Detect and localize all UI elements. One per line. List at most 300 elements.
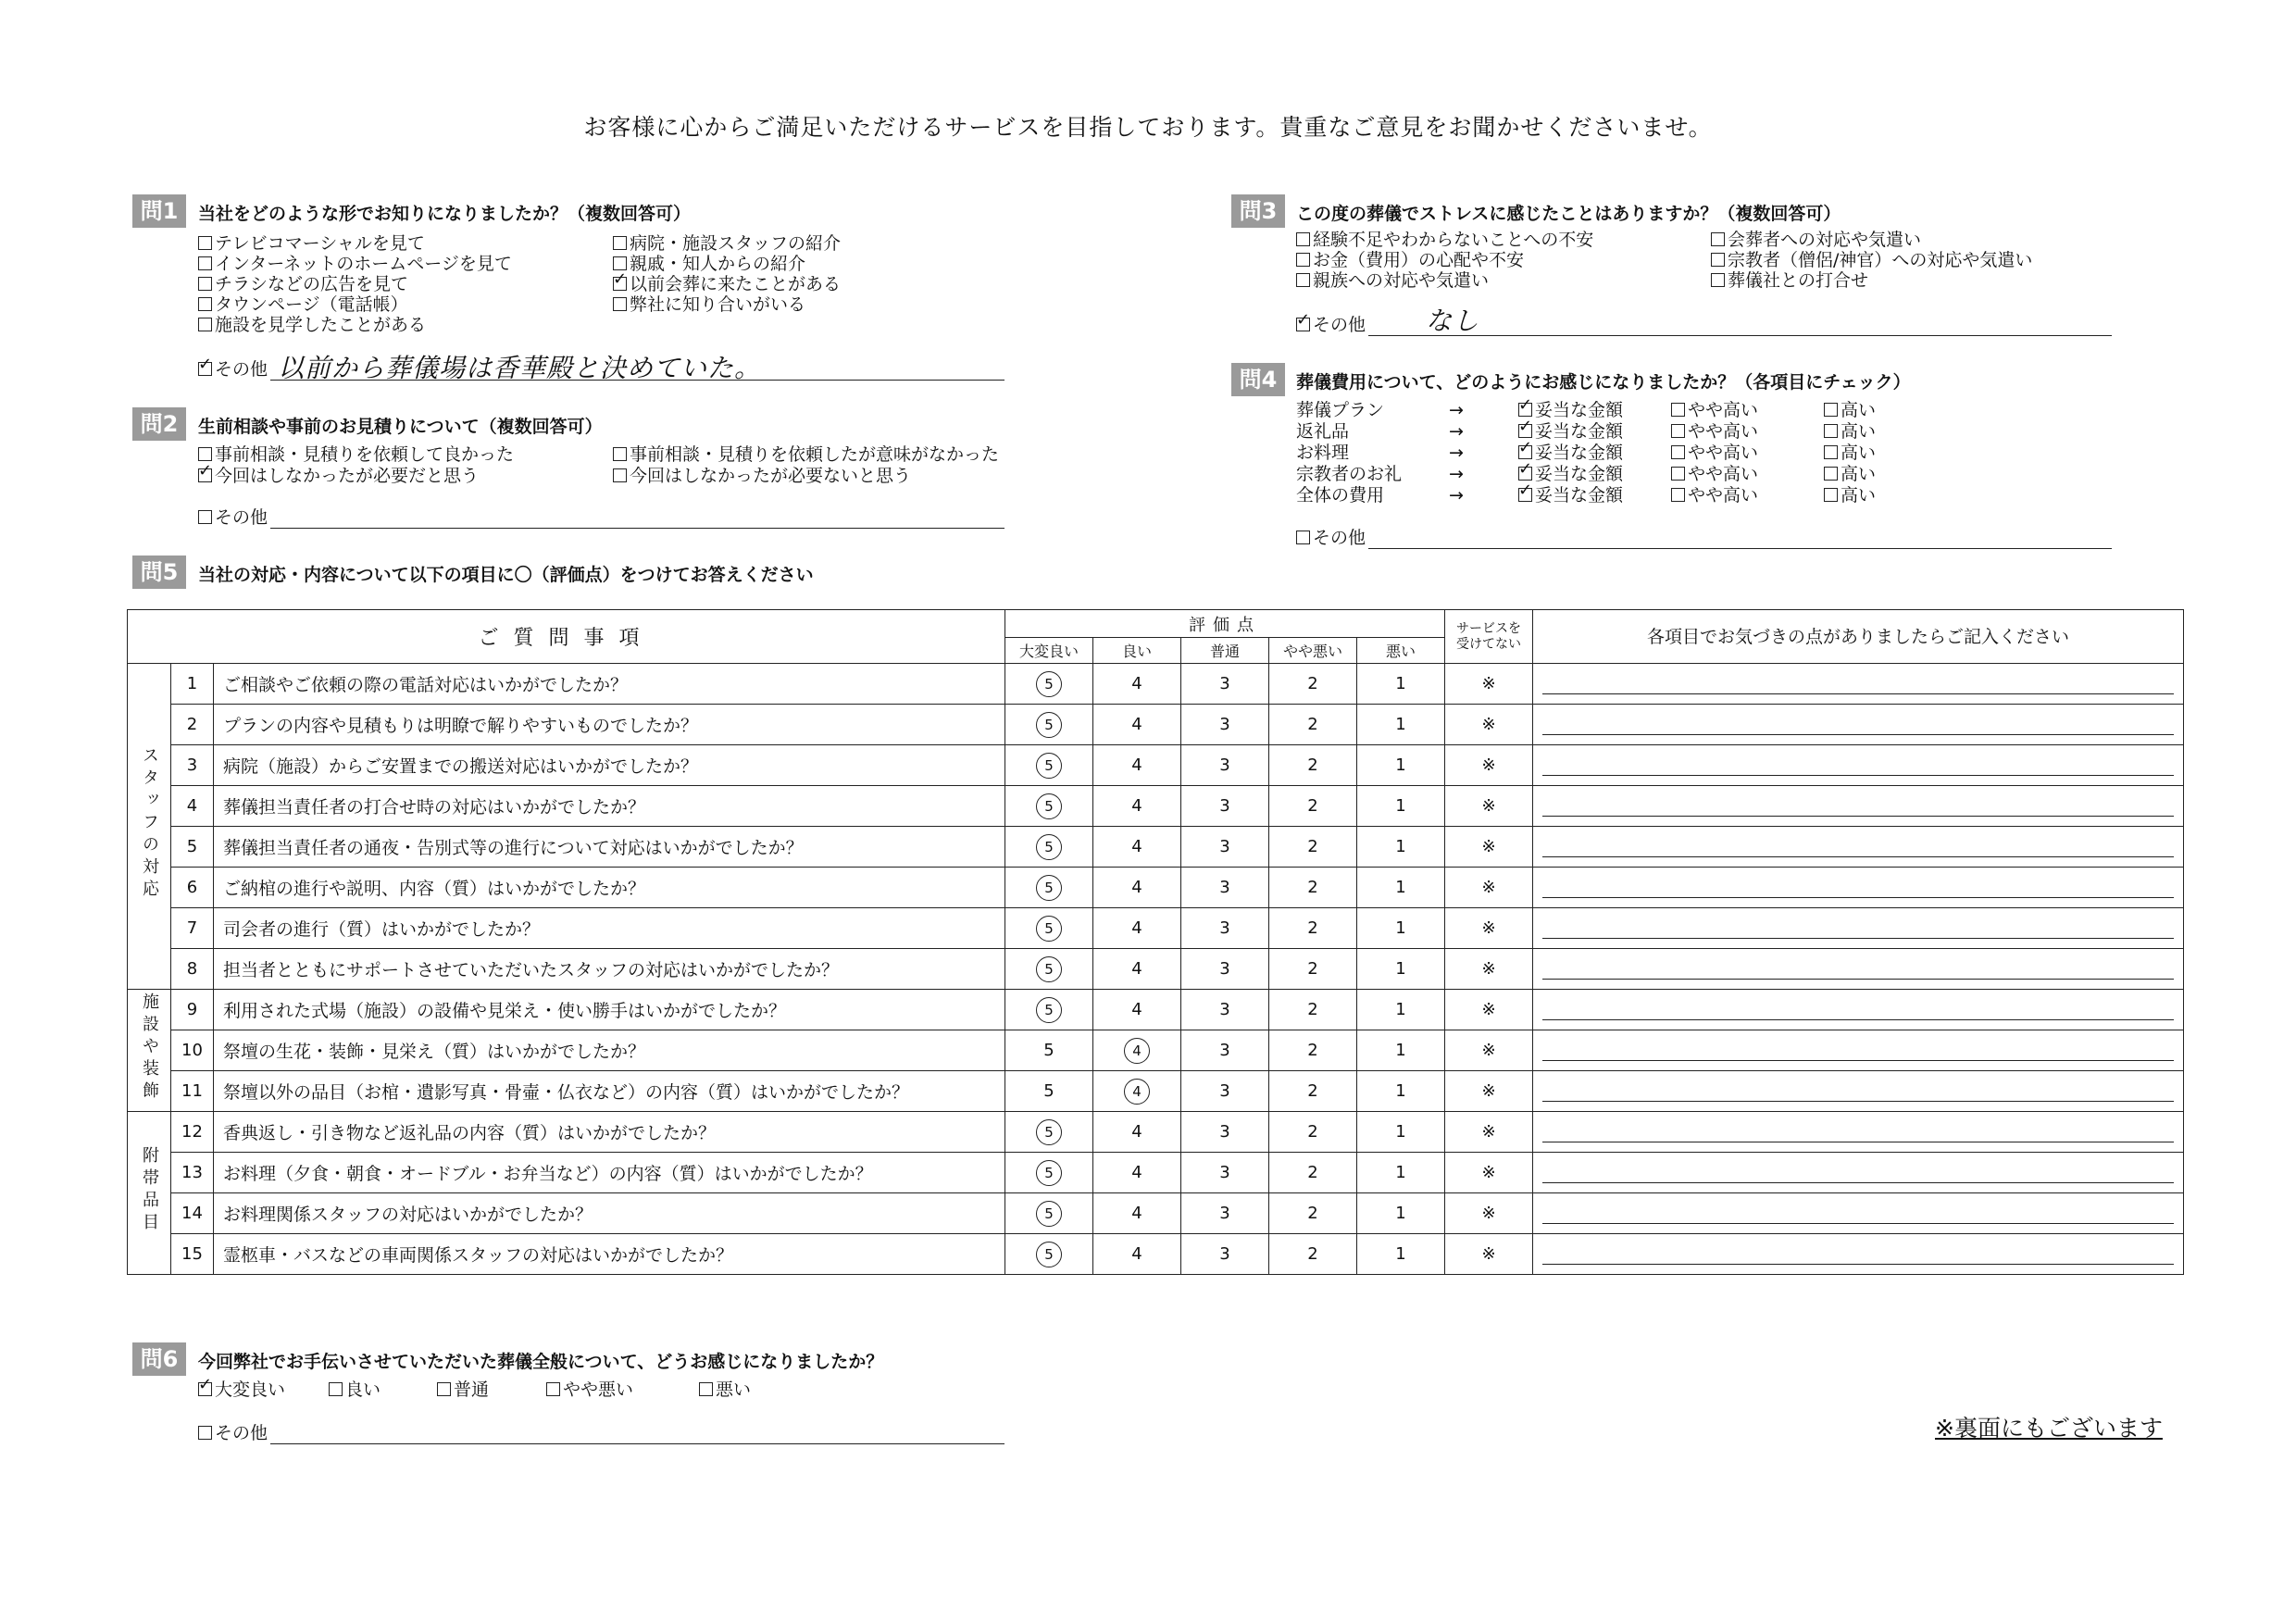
rating-cell-5[interactable] [1005, 664, 1093, 705]
rating-cell-3[interactable] [1181, 786, 1269, 827]
noservice-mark[interactable]: ※ [1445, 1234, 1533, 1275]
selected-rating: 4 [1124, 1038, 1150, 1064]
q4-choice-checkbox[interactable] [1824, 445, 1838, 459]
rating-value: 1 [1395, 1041, 1406, 1060]
rating-cell-3[interactable] [1181, 705, 1269, 745]
noservice-mark[interactable]: ※ [1445, 908, 1533, 949]
comment-cell[interactable] [1533, 949, 2184, 990]
q3-option-b2-label: 宗教者（僧侶/神官）への対応や気遣い [1728, 250, 2033, 270]
q6-tag: 問6 [132, 1342, 186, 1376]
rating-cell-5[interactable] [1005, 949, 1093, 990]
q1-tag: 問1 [132, 194, 186, 228]
q4-choice[interactable] [1824, 421, 1876, 442]
noservice-mark[interactable]: ※ [1445, 868, 1533, 908]
rating-cell-4[interactable] [1093, 949, 1181, 990]
q1-option-b3[interactable] [613, 274, 841, 294]
selected-rating: 5 [1036, 1242, 1062, 1267]
rating-cell-3[interactable] [1181, 1153, 1269, 1193]
q3-option-a2-checkbox[interactable] [1296, 253, 1310, 267]
q1-option-b4-checkbox[interactable] [613, 297, 627, 311]
noservice-mark[interactable]: ※ [1445, 1153, 1533, 1193]
rating-value: 3 [1219, 715, 1230, 734]
noservice-mark[interactable]: ※ [1445, 705, 1533, 745]
rating-cell-1[interactable] [1357, 827, 1445, 868]
q4-choice-label: 高い [1841, 464, 1877, 484]
rating-cell-2[interactable] [1269, 827, 1357, 868]
q4-choice-checkbox[interactable] [1671, 467, 1685, 481]
rating-cell-1[interactable] [1357, 949, 1445, 990]
q2-other-label: その他 [215, 507, 268, 528]
rating-cell-1[interactable] [1357, 1153, 1445, 1193]
q2-option-2-checkbox[interactable] [613, 447, 627, 461]
q4-choice-checkbox[interactable] [1518, 403, 1532, 417]
scale-header-5: 大変良い [1005, 638, 1093, 664]
comment-cell[interactable] [1533, 1234, 2184, 1275]
q1-option-a2[interactable] [198, 254, 512, 274]
q4-choice[interactable] [1824, 400, 1876, 420]
q1-option-b1-label: 病院・施設スタッフの紹介 [630, 233, 842, 254]
q4-arrow: → [1449, 464, 1464, 484]
q1-option-a3-label: チラシなどの広告を見て [215, 274, 409, 294]
rating-cell-1[interactable] [1357, 705, 1445, 745]
noservice-mark[interactable]: ※ [1445, 745, 1533, 786]
rating-value: 1 [1395, 1204, 1406, 1223]
question-number: 15 [171, 1234, 214, 1275]
q2-other[interactable] [198, 507, 268, 528]
rating-cell-3[interactable] [1181, 1234, 1269, 1275]
q4-item-label: 全体の費用 [1296, 485, 1385, 506]
rating-cell-4[interactable] [1093, 827, 1181, 868]
rating-cell-5[interactable] [1005, 1234, 1093, 1275]
q3-option-a2-label: お金（費用）の心配や不安 [1313, 250, 1525, 270]
q4-item-label: 返礼品 [1296, 421, 1350, 442]
q4-choice-label: 妥当な金額 [1535, 464, 1624, 484]
rating-cell-4[interactable] [1093, 745, 1181, 786]
q5-title: 当社の対応・内容について以下の項目に〇（評価点）をつけてお答えください [198, 565, 814, 585]
q6-option-2-label: 良い [345, 1380, 381, 1400]
q6-option-4-checkbox[interactable] [546, 1382, 560, 1396]
q3-other[interactable] [1296, 315, 1366, 335]
rating-cell-5[interactable] [1005, 990, 1093, 1030]
comment-line [1542, 1121, 2174, 1142]
rating-value: 1 [1395, 918, 1406, 938]
q1-option-a1-checkbox[interactable] [198, 236, 212, 250]
q6-option-5-label: 悪い [716, 1380, 752, 1400]
table-row [128, 990, 2184, 1030]
q4-choice-label: やや高い [1688, 421, 1759, 442]
noservice-mark[interactable]: ※ [1445, 949, 1533, 990]
rating-cell-2[interactable] [1269, 1234, 1357, 1275]
q1-other[interactable] [198, 359, 268, 380]
q6-option-1[interactable] [198, 1380, 285, 1400]
q4-choice[interactable] [1824, 443, 1876, 463]
question-number: 12 [171, 1112, 214, 1153]
q4-choice-checkbox[interactable] [1824, 467, 1838, 481]
rating-cell-2[interactable] [1269, 1153, 1357, 1193]
question-number: 6 [171, 868, 214, 908]
comment-cell[interactable] [1533, 1071, 2184, 1112]
q3-option-a3[interactable] [1296, 270, 1489, 291]
q6-option-2[interactable] [329, 1380, 381, 1400]
rating-cell-1[interactable] [1357, 1071, 1445, 1112]
selected-rating: 4 [1124, 1079, 1150, 1105]
noservice-mark[interactable]: ※ [1445, 1071, 1533, 1112]
q4-choice-label: やや高い [1688, 464, 1759, 484]
rating-value: 3 [1219, 674, 1230, 693]
q4-other-checkbox[interactable] [1296, 531, 1310, 544]
rating-cell-2[interactable] [1269, 745, 1357, 786]
q6-option-3[interactable] [437, 1380, 489, 1400]
comment-cell[interactable] [1533, 827, 2184, 868]
rating-cell-2[interactable] [1269, 1193, 1357, 1234]
noservice-mark[interactable]: ※ [1445, 1112, 1533, 1153]
selected-rating: 5 [1036, 793, 1062, 819]
rating-value: 2 [1307, 1122, 1318, 1142]
q3-option-b2-checkbox[interactable] [1711, 253, 1725, 267]
q3-option-b2[interactable] [1711, 250, 2032, 270]
rating-cell-4[interactable] [1093, 1071, 1181, 1112]
rating-cell-3[interactable] [1181, 827, 1269, 868]
question-number: 7 [171, 908, 214, 949]
rating-value: 3 [1219, 1000, 1230, 1019]
category-label: 附帯品目 [140, 1146, 159, 1235]
rating-cell-4[interactable] [1093, 990, 1181, 1030]
rating-value: 4 [1131, 1204, 1142, 1223]
q3-title: この度の葬儀でストレスに感じたことはありますか？（複数回答可） [1296, 204, 1841, 224]
q4-choice-checkbox[interactable] [1824, 488, 1838, 502]
question-number: 13 [171, 1153, 214, 1193]
q2-option-3-label: 今回はしなかったが必要だと思う [215, 466, 480, 486]
q3-option-a2[interactable] [1296, 250, 1524, 270]
rating-cell-5[interactable] [1005, 868, 1093, 908]
q3-option-b1-checkbox[interactable] [1711, 232, 1725, 246]
rating-value: 2 [1307, 715, 1318, 734]
rating-value: 4 [1131, 755, 1142, 775]
q4-arrow: → [1449, 400, 1464, 420]
noservice-mark[interactable]: ※ [1445, 1030, 1533, 1071]
rating-cell-3[interactable] [1181, 908, 1269, 949]
rating-value: 4 [1131, 959, 1142, 979]
noservice-mark[interactable]: ※ [1445, 827, 1533, 868]
q3-option-a3-checkbox[interactable] [1296, 273, 1310, 287]
rating-cell-4[interactable] [1093, 1153, 1181, 1193]
rating-cell-5[interactable] [1005, 1071, 1093, 1112]
rating-cell-2[interactable] [1269, 786, 1357, 827]
q2-other-line [270, 528, 1004, 529]
q2-option-2[interactable] [613, 444, 999, 465]
table-row [128, 1153, 2184, 1193]
q3-other-checkbox[interactable] [1296, 318, 1310, 331]
question-text: 祭壇以外の品目（お棺・遺影写真・骨壷・仏衣など）の内容（質）はいかがでしたか？ [214, 1071, 1005, 1112]
rating-cell-4[interactable] [1093, 1234, 1181, 1275]
q1-option-b1[interactable] [613, 233, 841, 254]
rating-cell-3[interactable] [1181, 664, 1269, 705]
q6-option-4[interactable] [546, 1380, 633, 1400]
rating-cell-2[interactable] [1269, 705, 1357, 745]
rating-cell-5[interactable] [1005, 1112, 1093, 1153]
rating-cell-5[interactable] [1005, 1193, 1093, 1234]
rating-value: 1 [1395, 715, 1406, 734]
rating-cell-3[interactable] [1181, 949, 1269, 990]
q4-choice-checkbox[interactable] [1671, 403, 1685, 417]
q4-other-line [1368, 548, 2112, 549]
q1-option-b2[interactable] [613, 254, 805, 274]
rating-cell-1[interactable] [1357, 868, 1445, 908]
noservice-mark[interactable]: ※ [1445, 990, 1533, 1030]
rating-value: 4 [1131, 1163, 1142, 1182]
q4-choice-checkbox[interactable] [1671, 488, 1685, 502]
q4-choice-checkbox[interactable] [1671, 445, 1685, 459]
rating-value: 1 [1395, 1000, 1406, 1019]
q1-option-a5-checkbox[interactable] [198, 318, 212, 331]
q4-choice-label: やや高い [1688, 485, 1759, 506]
q6-other[interactable] [198, 1423, 268, 1443]
q1-option-a4-checkbox[interactable] [198, 297, 212, 311]
table-row [128, 745, 2184, 786]
noservice-mark[interactable]: ※ [1445, 786, 1533, 827]
q6-option-1-label: 大変良い [215, 1380, 286, 1400]
question-text: ご納棺の進行や説明、内容（質）はいかがでしたか？ [214, 868, 1005, 908]
rating-cell-1[interactable] [1357, 908, 1445, 949]
q2-option-4[interactable] [613, 466, 911, 486]
rating-value: 4 [1131, 878, 1142, 897]
question-number: 3 [171, 745, 214, 786]
rating-cell-4[interactable] [1093, 908, 1181, 949]
rating-cell-4[interactable] [1093, 1193, 1181, 1234]
q4-choice[interactable] [1824, 485, 1876, 506]
q4-choice[interactable] [1671, 485, 1758, 506]
rating-cell-2[interactable] [1269, 1112, 1357, 1153]
q1-option-a2-checkbox[interactable] [198, 256, 212, 270]
scale-header-4: 良い [1093, 638, 1181, 664]
q4-choice-checkbox[interactable] [1518, 488, 1532, 502]
rating-value: 3 [1219, 796, 1230, 816]
rating-cell-4[interactable] [1093, 705, 1181, 745]
table-row [128, 786, 2184, 827]
question-text: 香典返し・引き物など返礼品の内容（質）はいかがでしたか？ [214, 1112, 1005, 1153]
rating-cell-1[interactable] [1357, 664, 1445, 705]
intro-text: お客様に心からご満足いただけるサービスを目指しております。貴重なご意見をお聞かせくださいませ。 [583, 114, 1713, 141]
comment-cell[interactable] [1533, 1112, 2184, 1153]
q4-choice-checkbox[interactable] [1671, 424, 1685, 438]
header-question: ご質問事項 [128, 610, 1005, 664]
q6-option-3-checkbox[interactable] [437, 1382, 451, 1396]
rating-value: 4 [1131, 674, 1142, 693]
comment-cell[interactable] [1533, 990, 2184, 1030]
selected-rating: 5 [1036, 875, 1062, 901]
rating-cell-3[interactable] [1181, 745, 1269, 786]
rating-value: 1 [1395, 959, 1406, 979]
q3-option-b3-checkbox[interactable] [1711, 273, 1725, 287]
q4-item-label: お料理 [1296, 443, 1350, 463]
q4-choice-checkbox[interactable] [1518, 424, 1532, 438]
rating-cell-5[interactable] [1005, 705, 1093, 745]
rating-cell-5[interactable] [1005, 1153, 1093, 1193]
q1-option-a3-checkbox[interactable] [198, 277, 212, 291]
rating-value: 2 [1307, 1163, 1318, 1182]
q1-option-a3[interactable] [198, 274, 408, 294]
comment-cell[interactable] [1533, 745, 2184, 786]
rating-cell-2[interactable] [1269, 1071, 1357, 1112]
q4-choice[interactable] [1671, 443, 1758, 463]
comment-line [1542, 958, 2174, 980]
rating-value: 2 [1307, 1000, 1318, 1019]
rating-cell-3[interactable] [1181, 1193, 1269, 1234]
q4-item-label: 宗教者のお礼 [1296, 464, 1403, 484]
selected-rating: 5 [1036, 1201, 1062, 1227]
q1-option-b2-checkbox[interactable] [613, 256, 627, 270]
q2-option-1-checkbox[interactable] [198, 447, 212, 461]
q4-choice-checkbox[interactable] [1824, 403, 1838, 417]
rating-cell-2[interactable] [1269, 868, 1357, 908]
q4-choice[interactable] [1518, 485, 1623, 506]
q6-option-1-checkbox[interactable] [198, 1382, 212, 1396]
q1-option-a1[interactable] [198, 233, 425, 254]
rating-value: 1 [1395, 1122, 1406, 1142]
rating-cell-1[interactable] [1357, 745, 1445, 786]
q4-choice[interactable] [1518, 400, 1623, 420]
comment-cell[interactable] [1533, 1030, 2184, 1071]
rating-cell-4[interactable] [1093, 1030, 1181, 1071]
rating-cell-3[interactable] [1181, 868, 1269, 908]
q3-option-a1[interactable] [1296, 230, 1593, 250]
q3-option-a1-checkbox[interactable] [1296, 232, 1310, 246]
question-number: 5 [171, 827, 214, 868]
selected-rating: 5 [1036, 916, 1062, 942]
q2-title: 生前相談や事前のお見積りについて（複数回答可） [198, 417, 603, 437]
question-number: 1 [171, 664, 214, 705]
q1-option-a4[interactable] [198, 294, 408, 315]
question-number: 2 [171, 705, 214, 745]
comment-cell[interactable] [1533, 664, 2184, 705]
rating-cell-5[interactable] [1005, 827, 1093, 868]
rating-cell-5[interactable] [1005, 908, 1093, 949]
noservice-mark[interactable]: ※ [1445, 1193, 1533, 1234]
selected-rating: 5 [1036, 1160, 1062, 1186]
rating-cell-1[interactable] [1357, 1193, 1445, 1234]
q3-option-b3[interactable] [1711, 270, 1868, 291]
q6-option-5[interactable] [699, 1380, 751, 1400]
comment-cell[interactable] [1533, 1153, 2184, 1193]
rating-value: 2 [1307, 959, 1318, 979]
rating-cell-2[interactable] [1269, 908, 1357, 949]
question-number: 11 [171, 1071, 214, 1112]
rating-cell-5[interactable] [1005, 745, 1093, 786]
rating-value: 4 [1131, 715, 1142, 734]
rating-cell-4[interactable] [1093, 664, 1181, 705]
rating-cell-1[interactable] [1357, 1112, 1445, 1153]
rating-cell-4[interactable] [1093, 786, 1181, 827]
q4-choice[interactable] [1824, 464, 1876, 484]
q6-option-2-checkbox[interactable] [329, 1382, 343, 1396]
rating-cell-2[interactable] [1269, 990, 1357, 1030]
rating-value: 2 [1307, 755, 1318, 775]
noservice-mark[interactable]: ※ [1445, 664, 1533, 705]
table-row [128, 1193, 2184, 1234]
comment-line [1542, 1080, 2174, 1102]
rating-cell-5[interactable] [1005, 786, 1093, 827]
comment-cell[interactable] [1533, 908, 2184, 949]
table-row [128, 1030, 2184, 1071]
q1-option-a5[interactable] [198, 315, 426, 335]
question-text: 霊柩車・バスなどの車両関係スタッフの対応はいかがでしたか？ [214, 1234, 1005, 1275]
q6-other-checkbox[interactable] [198, 1426, 212, 1440]
selected-rating: 5 [1036, 671, 1062, 697]
rating-value: 2 [1307, 837, 1318, 856]
rating-cell-4[interactable] [1093, 868, 1181, 908]
rating-value: 3 [1219, 959, 1230, 979]
rating-value: 2 [1307, 1041, 1318, 1060]
q2-option-4-checkbox[interactable] [613, 468, 627, 482]
selected-rating: 5 [1036, 753, 1062, 779]
q4-choice-checkbox[interactable] [1518, 445, 1532, 459]
q4-choice-label: 高い [1841, 421, 1877, 442]
comment-cell[interactable] [1533, 868, 2184, 908]
rating-value: 2 [1307, 878, 1318, 897]
q4-choice[interactable] [1518, 421, 1623, 442]
comment-cell[interactable] [1533, 1193, 2184, 1234]
rating-value: 3 [1219, 1041, 1230, 1060]
category-label: スタッフの対応 [140, 746, 159, 902]
rating-cell-3[interactable] [1181, 1030, 1269, 1071]
rating-cell-3[interactable] [1181, 1071, 1269, 1112]
rating-cell-1[interactable] [1357, 1030, 1445, 1071]
table-row [128, 868, 2184, 908]
rating-value: 2 [1307, 1204, 1318, 1223]
rating-value: 3 [1219, 755, 1230, 775]
q2-other-checkbox[interactable] [198, 510, 212, 524]
q4-choice[interactable] [1671, 464, 1758, 484]
q4-choice[interactable] [1518, 443, 1623, 463]
q1-other-checkbox[interactable] [198, 362, 212, 376]
q1-option-b4[interactable] [613, 294, 805, 315]
q4-arrow: → [1449, 485, 1464, 506]
q6-option-5-checkbox[interactable] [699, 1382, 713, 1396]
q4-choice-checkbox[interactable] [1518, 467, 1532, 481]
rating-cell-1[interactable] [1357, 786, 1445, 827]
q1-option-b3-checkbox[interactable] [613, 277, 627, 291]
q4-other[interactable] [1296, 528, 1366, 548]
q3-option-b1[interactable] [1711, 230, 1921, 250]
comment-cell[interactable] [1533, 786, 2184, 827]
q4-choice-label: 高い [1841, 485, 1877, 506]
rating-cell-2[interactable] [1269, 1030, 1357, 1071]
comment-cell[interactable] [1533, 705, 2184, 745]
q3-other-label: その他 [1313, 315, 1366, 335]
q3-option-a3-label: 親族への対応や気遣い [1313, 270, 1490, 291]
rating-cell-2[interactable] [1269, 664, 1357, 705]
rating-cell-2[interactable] [1269, 949, 1357, 990]
q4-choice-checkbox[interactable] [1824, 424, 1838, 438]
q4-choice[interactable] [1518, 464, 1623, 484]
rating-cell-4[interactable] [1093, 1112, 1181, 1153]
q4-choice[interactable] [1671, 421, 1758, 442]
rating-cell-1[interactable] [1357, 1234, 1445, 1275]
q4-choice[interactable] [1671, 400, 1758, 420]
rating-cell-3[interactable] [1181, 990, 1269, 1030]
rating-cell-1[interactable] [1357, 990, 1445, 1030]
q1-other-value: 以前から葬儀場は香華殿と決めていた。 [278, 353, 762, 383]
q6-option-3-label: 普通 [454, 1380, 490, 1400]
q1-title: 当社をどのような形でお知りになりましたか？（複数回答可） [198, 204, 692, 224]
q1-option-a1-label: テレビコマーシャルを見て [215, 233, 425, 254]
q2-option-3[interactable] [198, 466, 479, 486]
rating-cell-5[interactable] [1005, 1030, 1093, 1071]
q1-option-b1-checkbox[interactable] [613, 236, 627, 250]
rating-cell-3[interactable] [1181, 1112, 1269, 1153]
q2-option-1[interactable] [198, 444, 514, 465]
q2-option-3-checkbox[interactable] [198, 468, 212, 482]
